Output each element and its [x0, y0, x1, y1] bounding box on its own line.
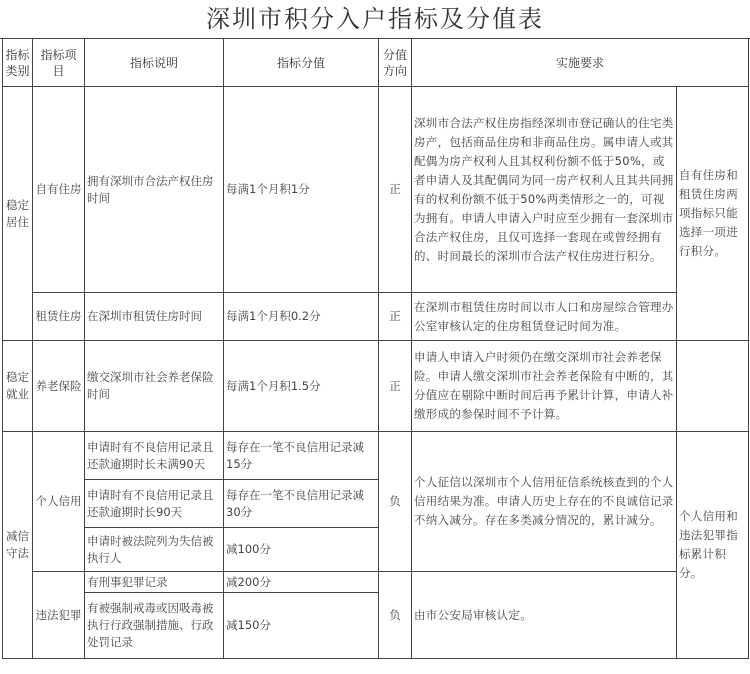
item-pension: 养老保险	[33, 341, 85, 432]
indicator-table	[2, 38, 749, 659]
score-credit-3: 减100分	[224, 528, 379, 572]
direction-criminal: 负	[379, 572, 412, 659]
direction-pension: 正	[379, 341, 412, 432]
score-own-house: 每满1个月积1分	[224, 87, 379, 293]
score-credit-2: 每存在一笔不良信用记录减30分	[224, 480, 379, 528]
description-credit-3: 申请时被法院列为失信被执行人	[85, 528, 224, 572]
item-own-house: 自有住房	[33, 87, 85, 293]
description-criminal-1: 有刑事犯罪记录	[85, 572, 224, 593]
header-requirements: 实施要求	[412, 39, 749, 87]
requirement-rent-house: 在深圳市租赁住房时间以市人口和房屋综合管理办公室审核认定的住房租赁登记时间为准。	[412, 293, 677, 341]
table-row	[3, 572, 749, 593]
table-row	[3, 87, 749, 293]
page-title: 深圳市积分入户指标及分值表	[0, 0, 750, 39]
score-pension: 每满1个月积1.5分	[224, 341, 379, 432]
description-credit-2: 申请时有不良信用记录且还款逾期时长90天	[85, 480, 224, 528]
description-credit-1: 申请时有不良信用记录且还款逾期时长未满90天	[85, 432, 224, 480]
direction-own-house: 正	[379, 87, 412, 293]
description-rent-house: 在深圳市租赁住房时间	[85, 293, 224, 341]
direction-personal-credit: 负	[379, 432, 412, 572]
item-personal-credit: 个人信用	[33, 432, 85, 572]
header-row	[3, 39, 749, 87]
table-row	[3, 293, 749, 341]
requirement-pension: 申请人申请入户时须仍在缴交深圳市社会养老保险。申请人缴交深圳市社会养老保险有中断的，其分值应在剔除中断时间后再予累计计算，申请人补缴形成的参保时间不予计算。	[412, 341, 677, 432]
empty-note-cell	[677, 341, 749, 432]
header-category: 指标类别	[3, 39, 33, 87]
requirement-criminal: 由市公安局审核认定。	[412, 572, 677, 659]
header-score: 指标分值	[224, 39, 379, 87]
header-direction: 分值方向	[379, 39, 412, 87]
score-credit-1: 每存在一笔不良信用记录减15分	[224, 432, 379, 480]
description-pension: 缴交深圳市社会养老保险时间	[85, 341, 224, 432]
category-stable-housing: 稳定居住	[3, 87, 33, 341]
description-criminal-2: 有被强制戒毒或因吸毒被执行行政强制措施、行政处罚记录	[85, 593, 224, 659]
item-criminal: 违法犯罪	[33, 572, 85, 659]
header-item: 指标项目	[33, 39, 85, 87]
direction-rent-house: 正	[379, 293, 412, 341]
requirement-own-house: 深圳市合法产权住房指经深圳市登记确认的住宅类房产，包括商品住房和非商品住房。属申请人或其配偶为房产权利人且其权利份额不低于50%，或者申请人及其配偶同为同一房产权利人且其共同拥有的权利份额不低于50%两类情形之一的，可视为拥有。申请人申请入户时应至少拥有一套深圳市合法产权住房，且仅可选择一套现在或曾经拥有的、时间最长的深圳市合法产权住房进行积分。	[412, 87, 677, 293]
header-description: 指标说明	[85, 39, 224, 87]
score-criminal-2: 减150分	[224, 593, 379, 659]
score-criminal-1: 减200分	[224, 572, 379, 593]
item-rent-house: 租赁住房	[33, 293, 85, 341]
note-integrity: 个人信用和违法犯罪指标累计积分。	[677, 432, 749, 659]
note-housing: 自有住房和租赁住房两项指标只能选择一项进行积分。	[677, 87, 749, 341]
description-own-house: 拥有深圳市合法产权住房时间	[85, 87, 224, 293]
table-row	[3, 341, 749, 432]
requirement-personal-credit: 个人征信以深圳市个人信用征信系统核查到的个人信用结果为准。申请人历史上存在的不良诚信记录不纳入减分。存在多类减分情况的，累计减分。	[412, 432, 677, 572]
score-rent-house: 每满1个月积0.2分	[224, 293, 379, 341]
table-row	[3, 432, 749, 480]
category-stable-employment: 稳定就业	[3, 341, 33, 432]
category-integrity: 减信守法	[3, 432, 33, 659]
